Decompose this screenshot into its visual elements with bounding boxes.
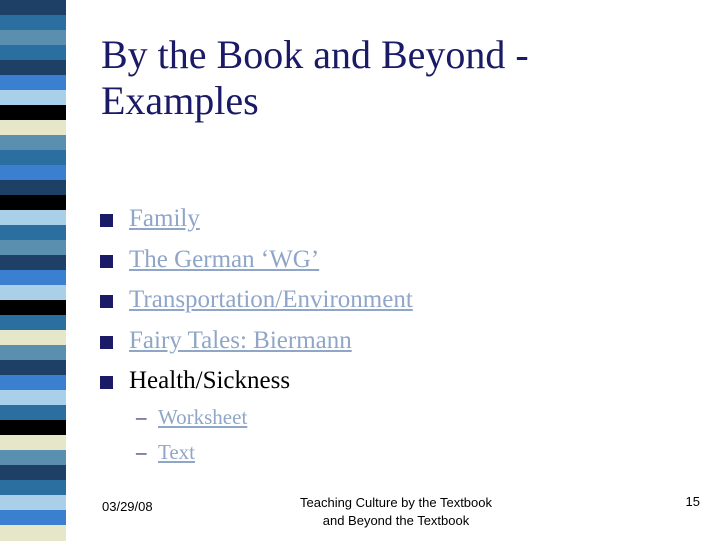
- bullet-item-transportation: [98, 281, 413, 322]
- dash-marker: –: [136, 405, 147, 429]
- stripe-segment: [0, 270, 66, 286]
- stripe-segment: [0, 120, 66, 136]
- bullet-square-icon: [100, 214, 113, 227]
- bullet-square-icon: [100, 295, 113, 308]
- stripe-segment: [0, 150, 66, 166]
- link-family[interactable]: Family: [129, 205, 200, 232]
- stripe-segment: [0, 495, 66, 511]
- stripe-segment: [0, 210, 66, 226]
- slide-title: [101, 32, 691, 124]
- bullet-item-family: [98, 200, 413, 241]
- decorative-stripe-bar: [0, 0, 66, 540]
- stripe-segment: [0, 510, 66, 526]
- stripe-segment: [0, 75, 66, 91]
- footer-date: 03/29/08: [102, 499, 153, 514]
- stripe-segment: [0, 435, 66, 451]
- stripe-segment: [0, 240, 66, 256]
- bullet-square-icon: [100, 255, 113, 268]
- stripe-segment: [0, 405, 66, 421]
- stripe-segment: [0, 255, 66, 271]
- link-transportation[interactable]: Transportation/Environment: [129, 286, 413, 313]
- stripe-segment: [0, 60, 66, 76]
- footer-title-line-1: Teaching Culture by the Textbook: [300, 495, 492, 510]
- stripe-segment: [0, 195, 66, 211]
- footer-title-line-2: and Beyond the Textbook: [322, 513, 470, 528]
- link-fairy-tales[interactable]: Fairy Tales: Biermann: [129, 326, 352, 354]
- link-german-wg[interactable]: The German ‘WG’: [129, 245, 320, 273]
- dash-marker: –: [136, 440, 147, 464]
- stripe-segment: [0, 480, 66, 496]
- page-number: 15: [685, 494, 700, 509]
- stripe-segment: [0, 105, 66, 121]
- stripe-segment: [0, 315, 66, 331]
- stripe-segment: [0, 390, 66, 406]
- bullet-item-health: [98, 362, 413, 403]
- stripe-segment: [0, 225, 66, 241]
- bullet-list: [98, 200, 413, 403]
- bullet-item-fairy-tales: [98, 322, 413, 363]
- footer-title: [276, 494, 516, 530]
- stripe-segment: [0, 360, 66, 376]
- stripe-segment: [0, 375, 66, 391]
- sub-bullet-worksheet: [136, 402, 247, 437]
- stripe-segment: [0, 345, 66, 361]
- bullet-text-health: Health/Sickness: [129, 367, 291, 394]
- stripe-segment: [0, 420, 66, 436]
- bullet-item-german-wg: [98, 241, 413, 282]
- stripe-segment: [0, 135, 66, 151]
- link-worksheet[interactable]: Worksheet: [158, 405, 248, 429]
- stripe-segment: [0, 285, 66, 301]
- title-line-2: Examples: [101, 78, 259, 123]
- sub-bullet-list: [136, 402, 247, 472]
- stripe-segment: [0, 45, 66, 61]
- link-text[interactable]: Text: [158, 440, 196, 464]
- stripe-segment: [0, 30, 66, 46]
- stripe-segment: [0, 0, 66, 16]
- bullet-square-icon: [100, 376, 113, 389]
- stripe-segment: [0, 165, 66, 181]
- stripe-segment: [0, 300, 66, 316]
- stripe-segment: [0, 90, 66, 106]
- stripe-segment: [0, 15, 66, 31]
- stripe-segment: [0, 450, 66, 466]
- stripe-segment: [0, 180, 66, 196]
- stripe-segment: [0, 525, 66, 541]
- title-line-1: By the Book and Beyond -: [101, 32, 529, 77]
- stripe-segment: [0, 330, 66, 346]
- sub-bullet-text: [136, 437, 247, 472]
- bullet-square-icon: [100, 336, 113, 349]
- stripe-segment: [0, 465, 66, 481]
